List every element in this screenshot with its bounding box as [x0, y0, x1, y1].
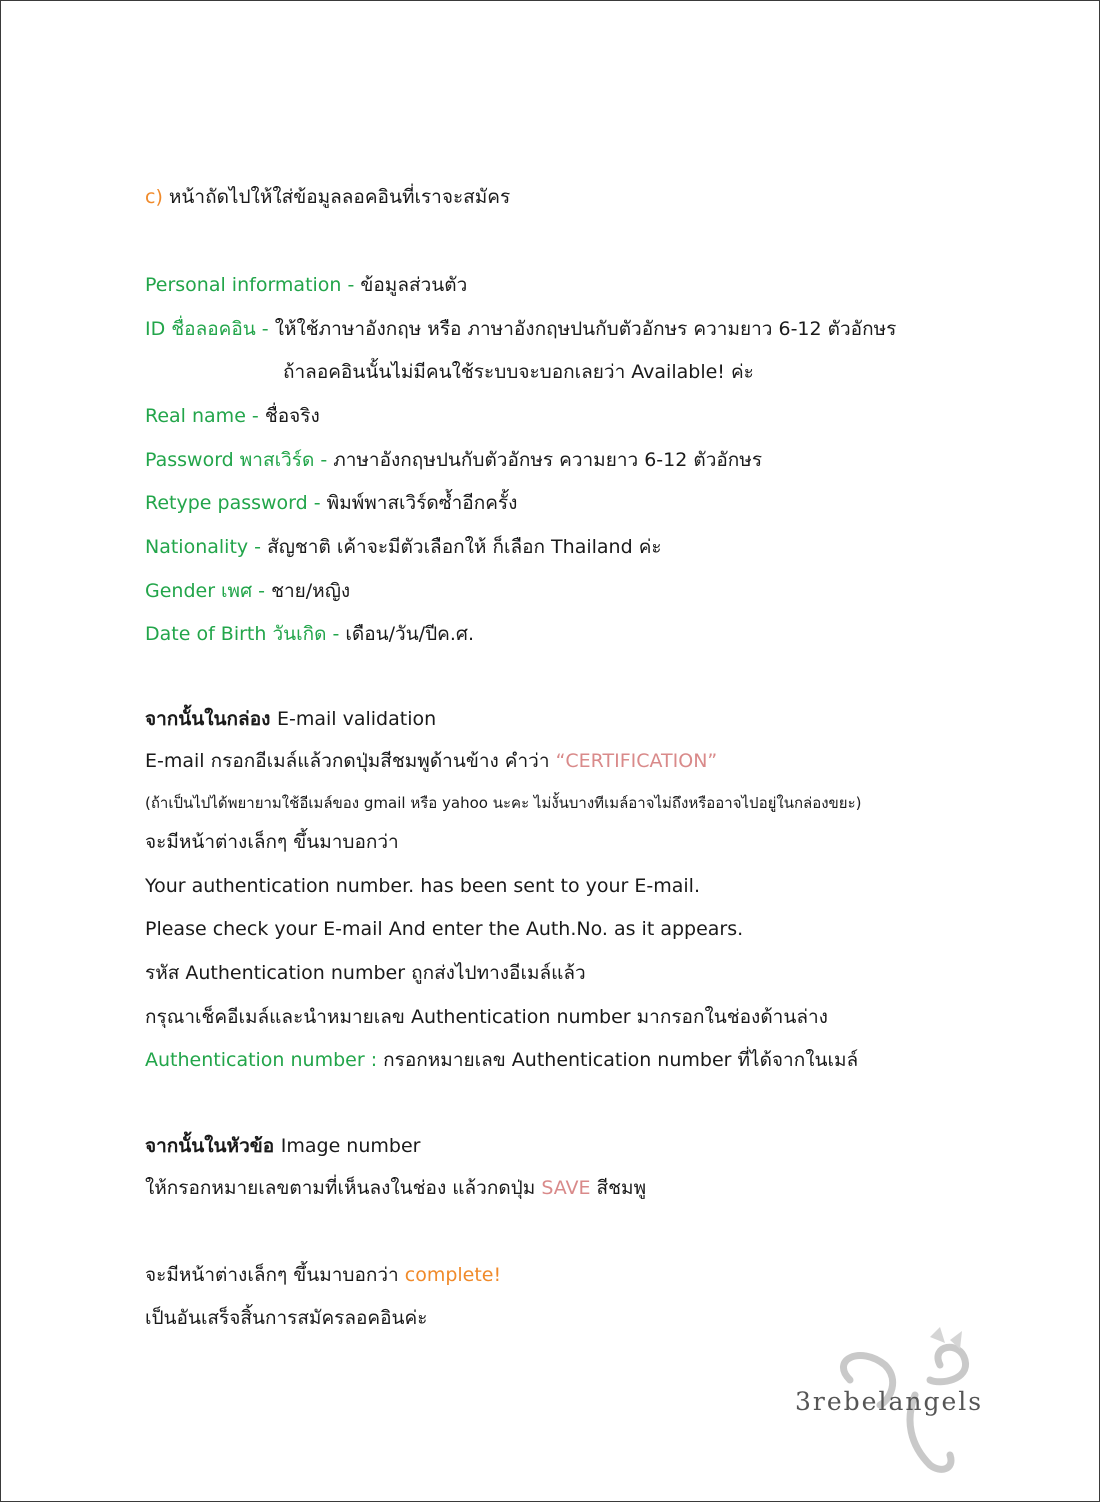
popup-th-line-1 — [145, 960, 586, 986]
intro-marker: c) — [145, 186, 163, 208]
heading-en: E-mail validation — [277, 708, 437, 730]
certification-highlight: “CERTIFICATION” — [555, 750, 718, 772]
field-desc: ข้อมูลส่วนตัว — [360, 274, 468, 296]
field-desc: สัญชาติ เค้าจะมีตัวเลือกให้ ก็เลือก Thailand ค่ะ — [267, 536, 662, 558]
popup-th-text-2: กรุณาเช็คอีเมล์และนำหมายเลข Authentication number มากรอกในช่องด้านล่าง — [145, 1006, 828, 1028]
email-note-text: (ถ้าเป็นไปได้พยายามใช้อีเมล์ของ gmail หรือ yahoo นะคะ ไม่งั้นบางทีเมล์อาจไม่ถึงหรืออาจไปอยู่ในกล่องขยะ) — [145, 794, 862, 812]
image-instruction-end: สีชมพู — [590, 1177, 647, 1199]
auth-number-label: Authentication number : — [145, 1049, 384, 1071]
field-gender — [145, 578, 350, 604]
emblem-ear-left — [930, 1327, 945, 1343]
field-nationality — [145, 534, 662, 560]
field-id — [145, 316, 896, 342]
popup-intro — [145, 829, 399, 855]
field-label: Date of Birth วันเกิด - — [145, 623, 346, 645]
popup-th-line-2 — [145, 1004, 828, 1030]
email-instruction-text: E-mail กรอกอีเมล์แล้วกดปุ่มสีชมพูด้านข้าง คำว่า — [145, 750, 556, 772]
field-label: Personal information - — [145, 274, 361, 296]
field-label: Gender เพศ - — [145, 580, 272, 602]
logo-text: 3rebelangels — [795, 1387, 984, 1416]
complete-highlight: complete! — [404, 1264, 502, 1286]
auth-number-desc: กรอกหมายเลข Authentication number ที่ได้จากในเมล์ — [383, 1049, 859, 1071]
finish-line — [145, 1305, 427, 1331]
popup-th-text-1: รหัส Authentication number ถูกส่งไปทางอีเมล์แล้ว — [145, 962, 586, 984]
field-date-of-birth — [145, 621, 474, 647]
finish-text: เป็นอันเสร็จสิ้นการสมัครลอคอินค่ะ — [145, 1307, 428, 1329]
email-section-heading — [145, 706, 436, 732]
field-label: Nationality - — [145, 536, 268, 558]
email-note — [145, 790, 862, 816]
popup-en-text-1: Your authentication number. has been sent to your E-mail. — [145, 875, 700, 897]
field-label: Real name - — [145, 405, 265, 427]
popup-en-text-2: Please check your E-mail And enter the Auth.No. as it appears. — [145, 918, 744, 940]
save-highlight: SAVE — [541, 1177, 591, 1199]
field-desc-continued: ถ้าลอคอินนั้นไม่มีคนใช้ระบบจะบอกเลยว่า Available! ค่ะ — [283, 361, 754, 383]
field-desc: เดือน/วัน/ปีค.ศ. — [345, 623, 474, 645]
email-instruction — [145, 748, 717, 774]
field-label: Retype password - — [145, 492, 327, 514]
heading-th: จากนั้นในหัวข้อ — [145, 1135, 281, 1157]
popup-en-line-1 — [145, 873, 700, 899]
popup-intro-text: จะมีหน้าต่างเล็กๆ ขึ้นมาบอกว่า — [145, 831, 399, 853]
field-desc: ให้ใช้ภาษาอังกฤษ หรือ ภาษาอังกฤษปนกับตัวอักษร ความยาว 6-12 ตัวอักษร — [274, 318, 897, 340]
field-desc: ภาษาอังกฤษปนกับตัวอักษร ความยาว 6-12 ตัวอักษร — [333, 449, 763, 471]
auth-number-line — [145, 1047, 858, 1073]
image-instruction — [145, 1175, 646, 1201]
field-id-continued — [283, 359, 754, 385]
intro-text: หน้าถัดไปให้ใส่ข้อมูลลอคอินที่เราจะสมัคร — [162, 186, 511, 208]
complete-line — [145, 1262, 501, 1288]
field-retype-password — [145, 490, 517, 516]
field-desc: ชาย/หญิง — [271, 580, 351, 602]
popup-en-line-2 — [145, 916, 743, 942]
intro-line — [145, 184, 510, 210]
field-desc: ชื่อจริง — [264, 405, 320, 427]
field-password — [145, 447, 762, 473]
heading-en: Image number — [280, 1135, 421, 1157]
field-desc: พิมพ์พาสเวิร์ดซ้ำอีกครั้ง — [326, 492, 518, 514]
field-label: ID ชื่อลอคอิน - — [145, 318, 275, 340]
field-personal-info — [145, 272, 467, 298]
field-label: Password พาสเวิร์ด - — [145, 449, 334, 471]
complete-intro: จะมีหน้าต่างเล็กๆ ขึ้นมาบอกว่า — [145, 1264, 405, 1286]
field-real-name — [145, 403, 320, 429]
heading-th: จากนั้นในกล่อง — [145, 708, 277, 730]
emblem-swirl-right — [930, 1347, 966, 1382]
image-section-heading — [145, 1133, 420, 1159]
image-instruction-text: ให้กรอกหมายเลขตามที่เห็นลงในช่อง แล้วกดปุ่ม — [145, 1177, 542, 1199]
